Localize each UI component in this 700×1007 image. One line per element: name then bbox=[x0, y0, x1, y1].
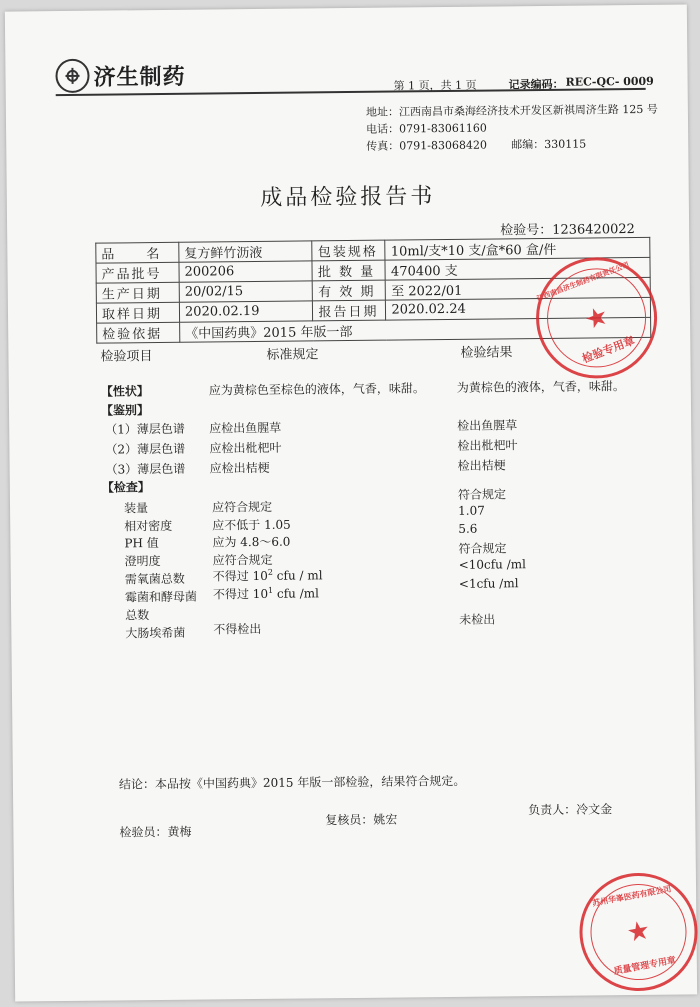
list-item: 检出桔梗 bbox=[457, 458, 506, 473]
conclusion: 结论：本品按《中国药典》2015 年版一部检验，结果符合规定。 bbox=[118, 773, 466, 792]
company-postcode: 邮编：330115 bbox=[511, 137, 587, 152]
traits-result: 为黄棕色的液体，气香，味甜。 bbox=[456, 379, 625, 395]
stamp-ring-text: 江西南昌济生制药有限责任公司 bbox=[535, 260, 631, 303]
responsible-signature: 负责人：冷文金 bbox=[528, 802, 613, 818]
list-item: 不得检出 bbox=[213, 621, 262, 637]
basis-label: 检验依据 bbox=[97, 322, 180, 343]
list-item: 检出枇杷叶 bbox=[457, 438, 518, 453]
list-item: 霉菌和酵母菌 bbox=[124, 589, 198, 605]
list-item: 大肠埃希菌 bbox=[125, 625, 186, 641]
company-logo bbox=[55, 58, 185, 93]
record-code: REC-QC- 0009 bbox=[565, 74, 654, 89]
report-title: 成品检验报告书 bbox=[260, 184, 436, 211]
sample-date-label: 取样日期 bbox=[96, 302, 179, 323]
traits-heading: 【性状】 bbox=[100, 384, 149, 399]
report-date-value: 2020.02.24 bbox=[386, 297, 651, 320]
list-item: （1）薄层色谱 bbox=[105, 421, 185, 437]
reviewer-signature: 复核员：姚宏 bbox=[325, 812, 398, 828]
list-item: 5.6 bbox=[458, 521, 478, 536]
list-item: 应符合规定 bbox=[212, 552, 273, 568]
identification-heading: 【鉴别】 bbox=[100, 403, 150, 418]
list-item: 1.07 bbox=[458, 503, 485, 518]
batch-value: 200206 bbox=[179, 261, 313, 282]
company-address: 地址：江西南昌市桑海经济技术开发区新祺周济生路 125 号 bbox=[365, 102, 658, 119]
list-item: 总数 bbox=[125, 608, 150, 623]
quantity-label: 批 数 量 bbox=[312, 260, 385, 281]
list-item: 符合规定 bbox=[457, 487, 507, 502]
spec-value: 10ml/支*10 支/盒*60 盒/件 bbox=[385, 237, 650, 260]
column-standard-header: 标准规定 bbox=[266, 347, 319, 363]
list-item: 相对密度 bbox=[124, 518, 173, 534]
page-indicator: 第 1 页，共 1 页 bbox=[393, 78, 477, 93]
list-item: 应检出枇杷叶 bbox=[209, 440, 282, 456]
company-logo-icon bbox=[55, 59, 89, 93]
sample-date-value: 2020.02.19 bbox=[179, 301, 313, 322]
product-label: 品 名 bbox=[96, 242, 179, 263]
quality-stamp bbox=[570, 863, 700, 1001]
stamp-center-text: 质量管理专用章 bbox=[613, 955, 677, 978]
company-name: 济生制药 bbox=[93, 64, 186, 91]
star-icon: ★ bbox=[580, 299, 613, 337]
list-item: <10cfu /ml bbox=[458, 557, 527, 572]
inspector-signature: 检验员：黄梅 bbox=[119, 824, 192, 840]
list-item: 需氧菌总数 bbox=[124, 571, 185, 587]
record-code-label: 记录编码： bbox=[508, 77, 564, 92]
mfg-date-label: 生产日期 bbox=[96, 282, 179, 303]
list-item: 不得过 $10^1$ cfu /ml bbox=[212, 585, 319, 602]
spec-label: 包装规格 bbox=[312, 240, 385, 261]
list-item: PH 值 bbox=[124, 536, 159, 551]
column-item-header: 检验项目 bbox=[100, 349, 153, 365]
list-item: （3）薄层色谱 bbox=[105, 461, 186, 477]
report-paper bbox=[5, 4, 697, 1001]
company-phone: 电话：0791-83061160 bbox=[366, 121, 487, 136]
basis-value: 《中国药典》2015 年版一部 bbox=[180, 317, 651, 342]
traits-standard: 应为黄棕色至棕色的液体，气香，味甜。 bbox=[208, 381, 425, 398]
company-fax: 传真：0791-83068420 bbox=[366, 138, 488, 153]
column-result-header: 检验结果 bbox=[460, 345, 513, 361]
quantity-value: 470400 支 bbox=[385, 257, 650, 280]
list-item: <1cfu /ml bbox=[458, 576, 519, 591]
report-number: 检验号：1236420022 bbox=[500, 222, 635, 239]
stamp-ring-text: 苏州华峯医药有限公司 bbox=[591, 884, 672, 908]
list-item: 检出鱼腥草 bbox=[457, 418, 518, 433]
list-item: 应检出鱼腥草 bbox=[209, 420, 282, 436]
expiry-value: 至 2022/01 bbox=[386, 277, 651, 300]
list-item: 应检出桔梗 bbox=[209, 460, 270, 476]
list-item: 澄明度 bbox=[124, 553, 161, 569]
mfg-date-value: 20/02/15 bbox=[179, 281, 313, 302]
list-item: 符合规定 bbox=[458, 541, 507, 556]
batch-label: 产品批号 bbox=[96, 262, 179, 283]
list-item: 应符合规定 bbox=[211, 499, 273, 515]
inspection-heading: 【检查】 bbox=[101, 480, 150, 495]
stamp-center-text: 检验专用章 bbox=[580, 333, 637, 366]
list-item: （2）薄层色谱 bbox=[105, 441, 186, 457]
list-item: 不得过 $10^2$ cfu / ml bbox=[212, 567, 323, 584]
product-value: 复方鲜竹沥液 bbox=[179, 241, 313, 262]
star-icon: ★ bbox=[624, 915, 653, 949]
list-item: 装量 bbox=[123, 501, 149, 516]
report-date-label: 报告日期 bbox=[313, 300, 386, 321]
list-item: 应为 4.8～6.0 bbox=[212, 534, 291, 550]
list-item: 未检出 bbox=[459, 612, 496, 627]
list-item: 应不低于 1.05 bbox=[212, 517, 291, 533]
expiry-label: 有 效 期 bbox=[313, 280, 386, 301]
